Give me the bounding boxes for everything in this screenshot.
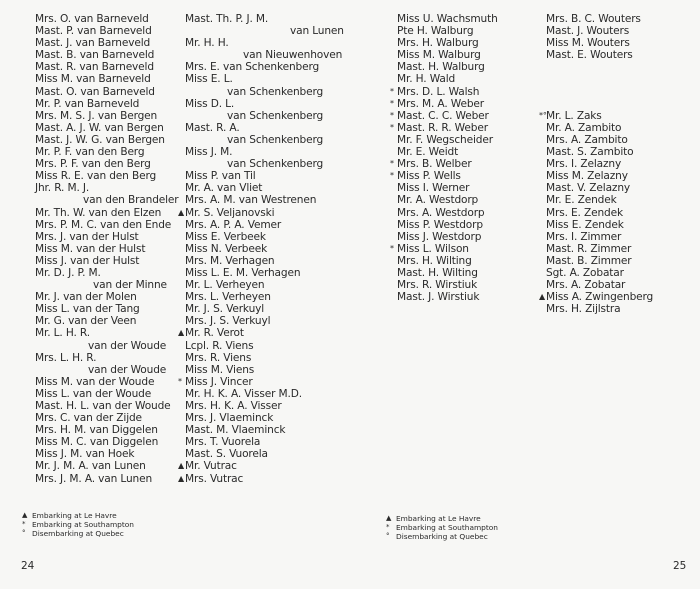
passenger-name: Mrs. M. A. Weber bbox=[397, 97, 484, 110]
passenger-entry bbox=[35, 388, 179, 400]
passenger-name: Mast. J. van Barneveld bbox=[35, 37, 151, 50]
passenger-entry bbox=[185, 194, 344, 206]
passenger-name: Miss R. E. van den Berg bbox=[35, 170, 157, 183]
passenger-entry bbox=[397, 255, 498, 267]
passenger-name: Mrs. M. S. J. van Bergen bbox=[35, 109, 158, 122]
passenger-name: van Schenkenberg bbox=[227, 158, 324, 171]
passenger-entry bbox=[539, 291, 654, 304]
passenger-entry bbox=[390, 121, 498, 134]
passenger-entry bbox=[390, 85, 498, 98]
passenger-entry bbox=[185, 412, 344, 424]
passenger-name: Mr. H. K. A. Visser M.D. bbox=[185, 387, 302, 400]
passenger-entry bbox=[35, 340, 179, 352]
passenger-entry bbox=[397, 37, 498, 49]
passenger-name: Sgt. A. Zobatar bbox=[546, 266, 624, 279]
passenger-entry bbox=[35, 267, 179, 279]
passenger-name: Miss M. C. van Diggelen bbox=[35, 436, 159, 449]
passenger-name: Mr. P. F. van den Berg bbox=[35, 146, 145, 159]
passenger-name: Mrs. P. M. C. van den Ende bbox=[35, 218, 172, 231]
passenger-entry bbox=[35, 303, 179, 315]
passenger-column-left-1 bbox=[35, 13, 179, 485]
passenger-name: Mrs. E. van Schenkenberg bbox=[185, 61, 320, 74]
passenger-entry bbox=[185, 182, 344, 194]
passenger-entry bbox=[546, 219, 653, 231]
passenger-name: Mrs. H. K. A. Visser bbox=[185, 400, 282, 412]
passenger-entry bbox=[397, 231, 498, 243]
passenger-name: van Schenkenberg bbox=[227, 109, 324, 122]
passenger-name: Mr. D. J. P. M. bbox=[35, 266, 101, 279]
passenger-name: Miss E. L. bbox=[185, 73, 233, 86]
passenger-name: Mrs. B. Welber bbox=[397, 158, 472, 171]
passenger-entry bbox=[185, 255, 344, 267]
passenger-name: Mr. G. van der Veen bbox=[35, 315, 137, 328]
passenger-entry bbox=[35, 158, 179, 170]
passenger-entry bbox=[185, 424, 344, 436]
passenger-entry bbox=[185, 436, 344, 448]
passenger-name: Mrs. J. Vlaeminck bbox=[185, 412, 274, 425]
passenger-name: Mast. J. W. G. van Bergen bbox=[35, 133, 165, 146]
passenger-name: Mast. J. Wirstiuk bbox=[397, 291, 480, 304]
passenger-name: Mast. B. Zimmer bbox=[546, 254, 632, 267]
passenger-entry bbox=[185, 25, 344, 37]
passenger-name: Mrs. R. Viens bbox=[185, 351, 252, 364]
passenger-name: Miss M. Zelazny bbox=[546, 170, 628, 183]
passenger-name: Mrs. O. van Barneveld bbox=[35, 13, 149, 25]
passenger-name: Miss J. Westdorp bbox=[397, 230, 482, 243]
passenger-entry bbox=[185, 231, 344, 243]
passenger-name: Mr. S. Veljanovski bbox=[185, 206, 275, 219]
marker-symbol: * bbox=[390, 122, 394, 132]
passenger-entry bbox=[35, 61, 179, 73]
passenger-entry bbox=[546, 194, 653, 206]
passenger-name: Mrs. H. Walburg bbox=[397, 37, 479, 50]
marker-symbol: * bbox=[390, 171, 394, 181]
passenger-entry bbox=[546, 182, 653, 194]
passenger-name: Mast. E. Wouters bbox=[546, 49, 633, 62]
passenger-entry bbox=[35, 436, 179, 448]
passenger-entry bbox=[546, 158, 653, 170]
passenger-name: Miss A. Zwingenberg bbox=[546, 291, 654, 304]
passenger-name: Miss L. E. M. Verhagen bbox=[185, 266, 301, 279]
passenger-name: Mrs. H. Zijlstra bbox=[546, 303, 621, 316]
passenger-entry bbox=[35, 86, 179, 98]
passenger-name: Mast. V. Zelazny bbox=[546, 182, 631, 195]
passenger-entry bbox=[185, 267, 344, 279]
passenger-entry bbox=[397, 61, 498, 73]
passenger-name: Miss N. Verbeek bbox=[185, 242, 268, 255]
passenger-name: Mast. M. Vlaeminck bbox=[185, 424, 286, 437]
passenger-entry bbox=[546, 25, 653, 37]
passenger-column-left-2 bbox=[178, 13, 344, 485]
page-number: 24 bbox=[21, 560, 35, 572]
passenger-name: Mrs. A. Westdorp bbox=[397, 206, 485, 219]
passenger-entry bbox=[178, 206, 344, 219]
passenger-name: Mrs. E. Zendek bbox=[546, 206, 623, 219]
passenger-name: Mr. A. van Vliet bbox=[185, 182, 263, 195]
passenger-name: Miss L. van der Woude bbox=[35, 387, 152, 400]
legend-item bbox=[386, 514, 498, 523]
passenger-entry bbox=[35, 448, 179, 460]
passenger-entry bbox=[185, 73, 344, 85]
legend-symbol: ▲ bbox=[22, 511, 28, 519]
legend-item bbox=[386, 523, 498, 532]
passenger-entry bbox=[35, 146, 179, 158]
passenger-name: Miss J. Vincer bbox=[185, 375, 253, 388]
passenger-name: Mrs. L. H. R. bbox=[35, 351, 97, 364]
passenger-name: van der Woude bbox=[88, 339, 167, 352]
legend-item bbox=[22, 529, 134, 538]
passenger-name: Mrs. J. S. Verkuyl bbox=[185, 315, 271, 328]
passenger-entry bbox=[185, 61, 344, 73]
passenger-entry bbox=[546, 231, 653, 243]
passenger-entry bbox=[35, 134, 179, 146]
passenger-name: Miss L. Wilson bbox=[397, 242, 469, 255]
passenger-entry bbox=[546, 37, 653, 49]
passenger-name: Miss E. Zendek bbox=[546, 218, 624, 231]
passenger-entry bbox=[35, 279, 179, 291]
passenger-entry bbox=[546, 98, 653, 110]
passenger-name: Mrs. B. C. Wouters bbox=[546, 13, 641, 25]
passenger-entry bbox=[35, 219, 179, 231]
passenger-name: Mrs. T. Vuorela bbox=[185, 436, 261, 449]
passenger-name: Mrs. I. Zimmer bbox=[546, 230, 622, 243]
passenger-entry bbox=[539, 109, 653, 122]
passenger-entry bbox=[35, 291, 179, 303]
legend-text: Embarking at Southampton bbox=[396, 523, 498, 532]
legend-symbol: ° bbox=[22, 529, 26, 537]
passenger-entry bbox=[185, 340, 344, 352]
passenger-entry bbox=[185, 364, 344, 376]
legend bbox=[22, 511, 134, 538]
passenger-entry bbox=[546, 170, 653, 182]
passenger-name: Miss U. Wachsmuth bbox=[397, 13, 498, 25]
passenger-column-right-2 bbox=[539, 13, 654, 316]
legend-text: Disembarking at Quebec bbox=[32, 529, 124, 538]
passenger-entry bbox=[185, 291, 344, 303]
passenger-entry bbox=[185, 388, 344, 400]
passenger-name: van den Brandeler bbox=[83, 194, 179, 207]
passenger-entry bbox=[546, 13, 653, 25]
legend-text: Embarking at Southampton bbox=[32, 520, 134, 529]
passenger-entry bbox=[35, 194, 179, 206]
passenger-entry bbox=[185, 134, 344, 146]
passenger-name: Mr. Vutrac bbox=[185, 460, 237, 473]
passenger-entry bbox=[185, 303, 344, 315]
passenger-name: Mast. C. C. Weber bbox=[397, 109, 489, 122]
legend-item bbox=[386, 532, 498, 541]
passenger-entry bbox=[397, 182, 498, 194]
passenger-entry bbox=[35, 412, 179, 424]
passenger-entry bbox=[35, 364, 179, 376]
passenger-name: Mast. P. van Barneveld bbox=[35, 25, 152, 38]
passenger-entry bbox=[185, 98, 344, 110]
passenger-name: Mr. L. Verheyen bbox=[185, 279, 265, 292]
passenger-entry bbox=[35, 315, 179, 327]
passenger-name: Miss J. M. van Hoek bbox=[35, 448, 135, 461]
passenger-entry bbox=[35, 400, 179, 412]
passenger-name: Mrs. D. L. Walsh bbox=[397, 85, 480, 98]
passenger-name: Miss E. Verbeek bbox=[185, 230, 266, 243]
passenger-name: Mrs. Vutrac bbox=[185, 472, 244, 485]
passenger-name: Mr. F. Wegscheider bbox=[397, 133, 493, 146]
passenger-name: Mrs. J. van der Hulst bbox=[35, 230, 139, 243]
passenger-entry bbox=[397, 13, 498, 25]
legend-text: Disembarking at Quebec bbox=[396, 532, 488, 541]
passenger-name: Miss M. Wouters bbox=[546, 37, 630, 50]
passenger-entry bbox=[35, 37, 179, 49]
passenger-name: Mast. J. Wouters bbox=[546, 25, 630, 38]
passenger-name: Mast. H. Walburg bbox=[397, 61, 485, 74]
legend-text: Embarking at Le Havre bbox=[32, 511, 117, 520]
passenger-name: Mrs. P. F. van den Berg bbox=[35, 158, 151, 171]
passenger-name: Mr. L. Zaks bbox=[546, 109, 602, 122]
passenger-entry bbox=[546, 243, 653, 255]
passenger-entry bbox=[546, 146, 653, 158]
passenger-name: Miss I. Werner bbox=[397, 182, 470, 195]
passenger-entry bbox=[178, 327, 344, 340]
marker-symbol: ▲ bbox=[178, 207, 185, 217]
passenger-entry bbox=[35, 207, 179, 219]
passenger-name: Mast. B. van Barneveld bbox=[35, 49, 155, 62]
passenger-name: Mr. E. Zendek bbox=[546, 194, 617, 207]
passenger-entry bbox=[35, 122, 179, 134]
passenger-name: Miss L. van der Tang bbox=[35, 303, 140, 316]
passenger-name: Miss M. van der Woude bbox=[35, 375, 155, 388]
legend-symbol: ▲ bbox=[386, 514, 392, 522]
marker-symbol: * bbox=[390, 159, 394, 169]
passenger-entry bbox=[35, 13, 179, 25]
legend-text: Embarking at Le Havre bbox=[396, 514, 481, 523]
passenger-entry bbox=[185, 219, 344, 231]
passenger-name: Mr. J. van der Molen bbox=[35, 291, 137, 304]
legend-item bbox=[22, 520, 134, 529]
passenger-name: Lcpl. R. Viens bbox=[185, 339, 254, 352]
passenger-name: van der Minne bbox=[93, 279, 167, 292]
passenger-name: Mrs. L. Verheyen bbox=[185, 291, 271, 304]
marker-symbol: ▲ bbox=[178, 328, 185, 338]
passenger-entry bbox=[390, 109, 498, 122]
passenger-name: Mrs. H. M. van Diggelen bbox=[35, 424, 158, 437]
passenger-entry bbox=[397, 194, 498, 206]
marker-symbol: ▲ bbox=[178, 473, 185, 483]
passenger-entry bbox=[35, 352, 179, 364]
passenger-entry bbox=[185, 170, 344, 182]
passenger-name: Mr. J. M. A. van Lunen bbox=[35, 460, 146, 473]
marker-symbol: ▲ bbox=[178, 461, 185, 471]
passenger-column-right-1 bbox=[390, 13, 498, 304]
passenger-entry bbox=[35, 424, 179, 436]
passenger-name: Mr. J. S. Verkuyl bbox=[185, 303, 265, 316]
passenger-name: van Lunen bbox=[290, 25, 344, 38]
passenger-entry bbox=[35, 182, 179, 194]
passenger-name: Mast. R. Zimmer bbox=[546, 242, 632, 255]
passenger-entry bbox=[185, 37, 344, 49]
legend-item bbox=[22, 511, 134, 520]
passenger-entry bbox=[397, 134, 498, 146]
right-page bbox=[350, 0, 700, 589]
passenger-name: Mast. O. van Barneveld bbox=[35, 85, 155, 98]
passenger-entry bbox=[35, 473, 179, 485]
passenger-entry bbox=[35, 49, 179, 61]
passenger-name: van Schenkenberg bbox=[227, 133, 324, 146]
passenger-entry bbox=[35, 376, 179, 388]
passenger-name: Mrs. A. M. van Westrenen bbox=[185, 194, 317, 207]
passenger-entry bbox=[397, 73, 498, 85]
passenger-entry bbox=[185, 400, 344, 412]
passenger-name: Miss J. van der Hulst bbox=[35, 254, 140, 267]
passenger-entry bbox=[35, 73, 179, 85]
passenger-entry bbox=[546, 73, 653, 85]
passenger-entry bbox=[546, 122, 653, 134]
passenger-name: van Schenkenberg bbox=[227, 85, 324, 98]
passenger-name: Mr. L. H. R. bbox=[35, 327, 90, 340]
legend-symbol: ° bbox=[386, 532, 390, 540]
passenger-entry bbox=[390, 158, 498, 171]
passenger-name: Mrs. A. Zambito bbox=[546, 133, 628, 146]
passenger-name: Pte H. Walburg bbox=[397, 25, 474, 38]
legend bbox=[386, 514, 498, 541]
passenger-entry bbox=[397, 25, 498, 37]
passenger-name: Mr. P. van Barneveld bbox=[35, 97, 140, 110]
passenger-entry bbox=[185, 158, 344, 170]
passenger-entry bbox=[178, 460, 344, 473]
passenger-name: Mrs. A. P. A. Vemer bbox=[185, 218, 282, 231]
passenger-name: Jhr. R. M. J. bbox=[35, 182, 90, 195]
passenger-name: Mrs. H. Wilting bbox=[397, 254, 472, 267]
passenger-name: Mast. R. van Barneveld bbox=[35, 61, 154, 74]
passenger-entry bbox=[390, 242, 498, 255]
passenger-name: Miss M. van der Hulst bbox=[35, 242, 146, 255]
marker-symbol: * bbox=[390, 98, 394, 108]
passenger-name: Mrs. I. Zelazny bbox=[546, 158, 622, 171]
passenger-name: Miss P. Westdorp bbox=[397, 218, 483, 231]
passenger-entry bbox=[546, 255, 653, 267]
passenger-entry bbox=[178, 375, 344, 388]
passenger-entry bbox=[546, 86, 653, 98]
passenger-entry bbox=[390, 97, 498, 110]
passenger-entry bbox=[185, 146, 344, 158]
passenger-name: Mrs. M. Verhagen bbox=[185, 254, 275, 267]
passenger-entry bbox=[35, 327, 179, 339]
passenger-entry bbox=[185, 49, 344, 61]
passenger-entry bbox=[546, 49, 653, 61]
passenger-name: Miss M. van Barneveld bbox=[35, 73, 151, 86]
passenger-name: Miss M. Walburg bbox=[397, 49, 481, 62]
marker-symbol: * bbox=[178, 376, 182, 386]
passenger-name: Mr. H. Wald bbox=[397, 73, 456, 86]
passenger-name: Mast. R. R. Weber bbox=[397, 121, 488, 134]
passenger-name: van der Woude bbox=[88, 363, 167, 376]
passenger-entry bbox=[185, 243, 344, 255]
passenger-entry bbox=[397, 49, 498, 61]
passenger-name: Mrs. J. M. A. van Lunen bbox=[35, 472, 153, 485]
passenger-name: Miss P. Wells bbox=[397, 170, 461, 183]
marker-symbol: * bbox=[390, 243, 394, 253]
passenger-entry bbox=[35, 25, 179, 37]
marker-symbol: * bbox=[390, 86, 394, 96]
passenger-entry bbox=[35, 243, 179, 255]
passenger-entry bbox=[546, 207, 653, 219]
passenger-entry bbox=[185, 315, 344, 327]
passenger-entry bbox=[185, 448, 344, 460]
passenger-entry bbox=[397, 279, 498, 291]
passenger-entry bbox=[397, 207, 498, 219]
passenger-entry bbox=[185, 13, 344, 25]
passenger-entry bbox=[35, 255, 179, 267]
passenger-entry bbox=[35, 110, 179, 122]
marker-symbol: *° bbox=[539, 110, 547, 120]
passenger-name: Miss P. van Til bbox=[185, 170, 256, 183]
passenger-name: Mr. A. Zambito bbox=[546, 121, 622, 134]
marker-symbol: ▲ bbox=[539, 292, 546, 302]
passenger-name: Mr. Th. W. van den Elzen bbox=[35, 206, 162, 219]
passenger-name: Miss M. Viens bbox=[185, 363, 255, 376]
passenger-entry bbox=[546, 61, 653, 73]
passenger-entry bbox=[185, 122, 344, 134]
passenger-name: Mr. R. Verot bbox=[185, 327, 244, 340]
passenger-entry bbox=[546, 267, 653, 279]
passenger-entry bbox=[546, 134, 653, 146]
passenger-entry bbox=[546, 279, 653, 291]
passenger-entry bbox=[397, 219, 498, 231]
legend-symbol: * bbox=[22, 520, 26, 528]
passenger-entry bbox=[397, 267, 498, 279]
passenger-name: Mr. E. Weidt bbox=[397, 146, 459, 159]
passenger-name: Mast. H. L. van der Woude bbox=[35, 400, 171, 412]
passenger-name: Mr. H. H. bbox=[185, 37, 229, 50]
legend-symbol: * bbox=[386, 523, 390, 531]
passenger-name: Mast. Th. P. J. M. bbox=[185, 13, 269, 25]
passenger-name: Mast. H. Wilting bbox=[397, 266, 478, 279]
passenger-entry bbox=[185, 86, 344, 98]
passenger-entry bbox=[35, 170, 179, 182]
passenger-entry bbox=[397, 146, 498, 158]
page-number: 25 bbox=[673, 560, 687, 572]
passenger-name: van Nieuwenhoven bbox=[243, 49, 343, 62]
passenger-name: Mr. A. Westdorp bbox=[397, 194, 479, 207]
passenger-name: Miss J. M. bbox=[185, 146, 233, 159]
passenger-entry bbox=[35, 98, 179, 110]
passenger-entry bbox=[178, 472, 344, 485]
passenger-name: Mrs. C. van der Zijde bbox=[35, 412, 142, 425]
passenger-entry bbox=[185, 279, 344, 291]
passenger-name: Mast. A. J. W. van Bergen bbox=[35, 121, 164, 134]
passenger-name: Mast. S. Vuorela bbox=[185, 448, 268, 461]
passenger-entry bbox=[546, 303, 653, 315]
passenger-entry bbox=[390, 170, 498, 183]
passenger-entry bbox=[185, 352, 344, 364]
passenger-entry bbox=[35, 231, 179, 243]
passenger-name: Mast. S. Zambito bbox=[546, 146, 634, 159]
passenger-name: Mrs. A. Zobatar bbox=[546, 279, 626, 292]
passenger-name: Miss D. L. bbox=[185, 97, 235, 110]
passenger-entry bbox=[185, 110, 344, 122]
passenger-entry bbox=[397, 291, 498, 303]
passenger-entry bbox=[35, 460, 179, 472]
passenger-name: Mast. R. A. bbox=[185, 121, 240, 134]
marker-symbol: * bbox=[390, 110, 394, 120]
passenger-name: Mrs. R. Wirstiuk bbox=[397, 279, 478, 292]
